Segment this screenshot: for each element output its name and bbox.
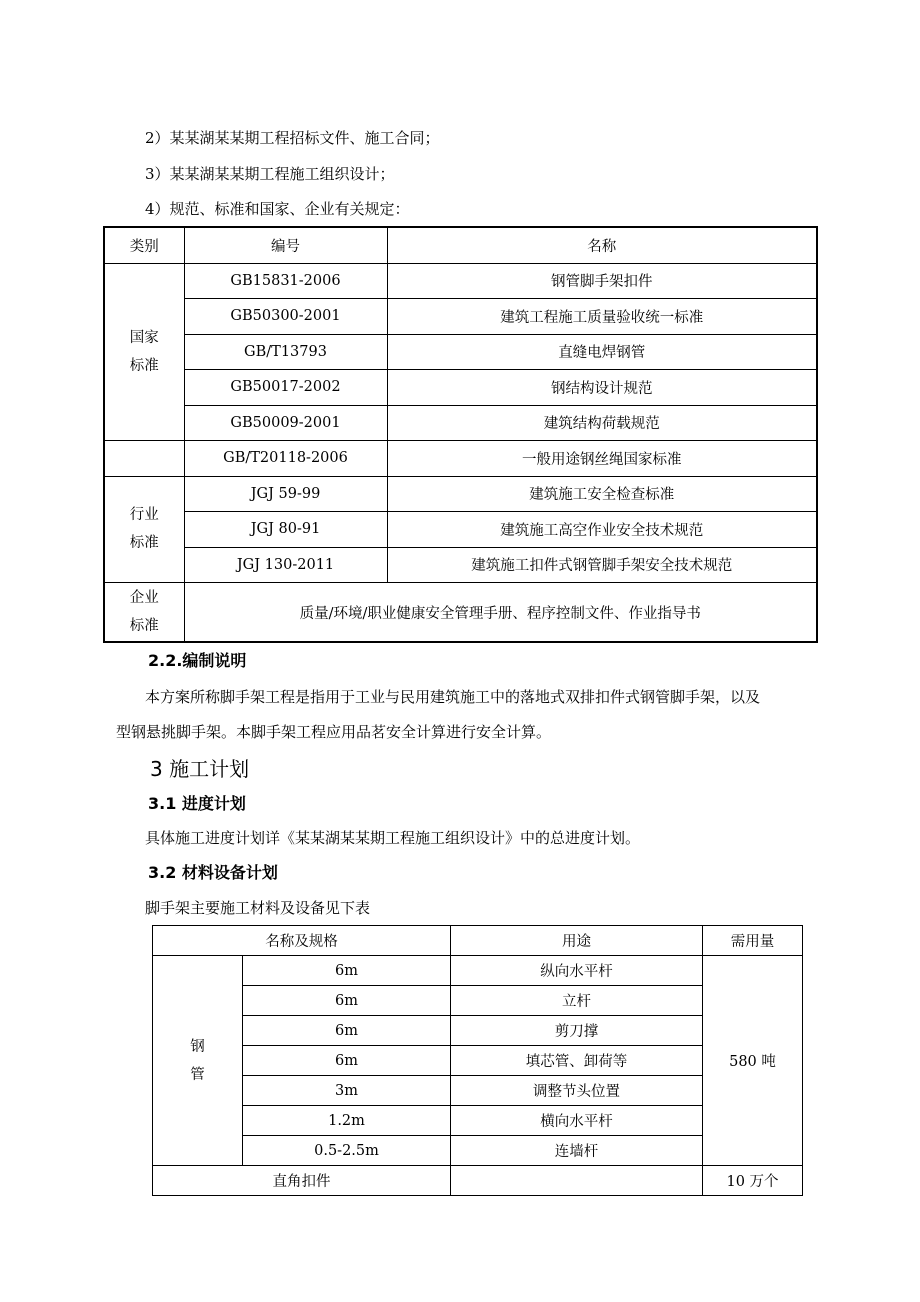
section-3-1-text: 具体施工进度计划详《某某湖某某期工程施工组织设计》中的总进度计划。 [145, 829, 641, 847]
section-3-2-text: 脚手架主要施工材料及设备见下表 [145, 899, 371, 917]
standard-code: JGJ 80-91 [184, 512, 387, 548]
table-row [104, 263, 817, 299]
table-header-row [104, 227, 817, 263]
pipe-quantity: 580 吨 [703, 956, 803, 1166]
pipe-use: 调整节头位置 [451, 1076, 703, 1106]
section-3-1-title: 3.1 进度计划 [148, 794, 246, 813]
standard-name: 建筑工程施工质量验收统一标准 [387, 299, 817, 335]
standard-code: GB/T20118-2006 [184, 441, 387, 477]
standard-name: 直缝电焊钢管 [387, 334, 817, 370]
table-row [104, 299, 817, 335]
fastener-name: 直角扣件 [153, 1166, 451, 1196]
standard-name: 建筑施工高空作业安全技术规范 [387, 512, 817, 548]
category-industry: 行业 标准 [104, 476, 184, 583]
column-header: 用途 [451, 926, 703, 956]
standard-code: GB50009-2001 [184, 405, 387, 441]
pipe-spec: 6m [243, 1046, 451, 1076]
table-header-row [153, 926, 803, 956]
category-empty [104, 441, 184, 477]
section-2-2-line-1: 本方案所称脚手架工程是指用于工业与民用建筑施工中的落地式双排扣件式钢管脚手架，以及 [145, 688, 761, 706]
column-header: 名称 [387, 227, 817, 263]
pipe-use: 纵向水平杆 [451, 956, 703, 986]
fastener-use [451, 1166, 703, 1196]
standard-code: JGJ 130-2011 [184, 547, 387, 583]
section-2-2-line-2: 型钢悬挑脚手架。本脚手架工程应用品茗安全计算进行安全计算。 [116, 723, 552, 741]
pipe-use: 连墙杆 [451, 1136, 703, 1166]
standard-code: JGJ 59-99 [184, 476, 387, 512]
table-row [104, 441, 817, 477]
table-row [153, 1166, 803, 1196]
standard-code: GB50300-2001 [184, 299, 387, 335]
standard-name: 一般用途钢丝绳国家标准 [387, 441, 817, 477]
section-2-2-title: 2.2.编制说明 [148, 651, 247, 670]
column-header: 需用量 [703, 926, 803, 956]
table-row [104, 334, 817, 370]
pipe-spec: 6m [243, 986, 451, 1016]
table-row [104, 512, 817, 548]
fastener-quantity: 10 万个 [703, 1166, 803, 1196]
category-national: 国家 标准 [104, 263, 184, 441]
basis-item-3: 3）某某湖某某期工程施工组织设计； [145, 165, 395, 183]
pipe-spec: 0.5-2.5m [243, 1136, 451, 1166]
section-3-2-title: 3.2 材料设备计划 [148, 863, 278, 882]
pipe-use: 横向水平杆 [451, 1106, 703, 1136]
pipe-use: 立杆 [451, 986, 703, 1016]
pipe-spec: 6m [243, 956, 451, 986]
table-row [104, 547, 817, 583]
standard-name: 建筑施工扣件式钢管脚手架安全技术规范 [387, 547, 817, 583]
standard-name: 建筑结构荷载规范 [387, 405, 817, 441]
table-row [104, 370, 817, 406]
standard-code: GB15831-2006 [184, 263, 387, 299]
standard-name: 钢管脚手架扣件 [387, 263, 817, 299]
category-enterprise: 企业 标准 [104, 583, 184, 643]
column-header: 类别 [104, 227, 184, 263]
standard-code: GB50017-2002 [184, 370, 387, 406]
column-header: 名称及规格 [153, 926, 451, 956]
standards-table [103, 226, 818, 643]
table-row [104, 476, 817, 512]
basis-item-4: 4）规范、标准和国家、企业有关规定： [145, 200, 410, 218]
materials-table [152, 925, 803, 1196]
table-row [104, 405, 817, 441]
pipe-spec: 1.2m [243, 1106, 451, 1136]
column-header: 编号 [184, 227, 387, 263]
standard-code: GB/T13793 [184, 334, 387, 370]
standard-name: 钢结构设计规范 [387, 370, 817, 406]
pipe-use: 剪刀撑 [451, 1016, 703, 1046]
enterprise-standards: 质量/环境/职业健康安全管理手册、程序控制文件、作业指导书 [184, 583, 817, 643]
steel-pipe-group: 钢 管 [153, 956, 243, 1166]
basis-item-2: 2）某某湖某某期工程招标文件、施工合同； [145, 129, 440, 147]
table-row [104, 583, 817, 643]
table-row [153, 956, 803, 986]
standard-name: 建筑施工安全检查标准 [387, 476, 817, 512]
pipe-spec: 6m [243, 1016, 451, 1046]
pipe-spec: 3m [243, 1076, 451, 1106]
section-3-title: 3 施工计划 [150, 757, 250, 781]
pipe-use: 填芯管、卸荷等 [451, 1046, 703, 1076]
